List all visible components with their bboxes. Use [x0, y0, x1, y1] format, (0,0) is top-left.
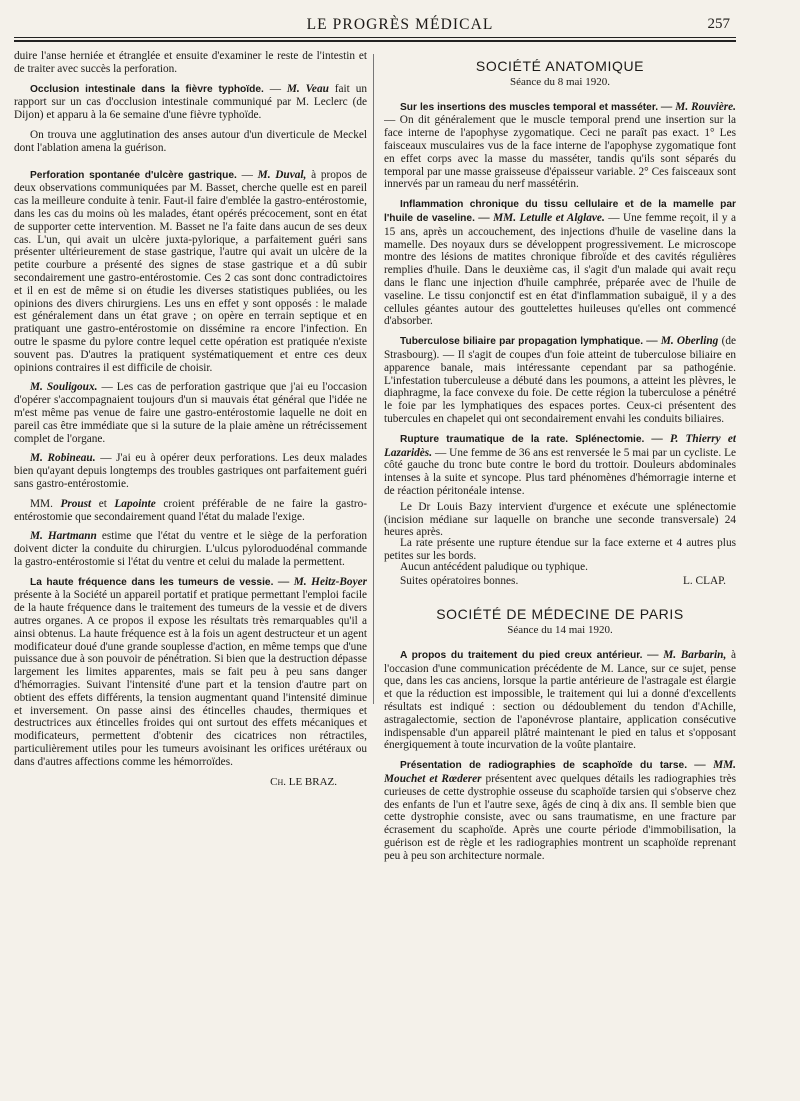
- article-occlusion: Occlusion intestinale dans la fièvre typhoïde. — M. Veau fait un rapport sur un cas d'occlusion intestinale communiqué par M. Leclerc (de Dijon) et apparu à la 6e semaine d'une fièvre typhoïde.: [14, 82, 367, 122]
- author-name: M. Souligoux.: [30, 381, 98, 394]
- left-column: [14, 50, 367, 1090]
- article-insertions: [384, 101, 736, 192]
- article-text: présente à la Société un appareil portatif et pratique permettant l'emploi facile de la haute fréquence dans le traitement des tumeurs de la vessie et de divers autres organes. A ce propos il expose les résultats très remarquables qu'il a ainsi obtenus. La haute fréquence est à la fois un agent destructeur et un agent modificateur doué d'une grande souplesse d'action, en même temps que d'une puissance due à son pouvoir de pénétration. Si bien que la destruction dépasse largement les limites apparentes, mais se fait peu à peu sans danger d'hémorragies. Suivant l'intensité d'une part et la tension d'autre part on obtient des effets différents, la tension augmentant quand l'intensité diminue et inversement. On passe ainsi des étincelles chaudes, thermiques et destructrices aux étincelles froides qui ont surtout des effets mécaniques et modificateurs, permettent d'obtenir des cicatrices non rétractiles, particulièrement utiles pour les tumeurs avoisinant les orifices urétéraux ou dans d'autres affections comme les hémorroïdes.: [14, 589, 367, 768]
- author-name: M. Duval,: [257, 168, 307, 181]
- article-heading: Occlusion intestinale dans la fièvre typhoïde.: [30, 83, 264, 95]
- article-text: — Une femme de 36 ans est renversée le 5 mai par un cycliste. Le côté gauche du tronc bute contre le bord du trottoir. Douleurs abdominales intenses à la suite et syncope. Plus tard phénomènes d'hémorragie interne et de réaction péritonéale intense.: [384, 446, 736, 497]
- section-title: SOCIÉTÉ ANATOMIQUE: [475, 58, 645, 74]
- article-tuberculose: [384, 335, 736, 426]
- author-name: M. Robineau.: [30, 452, 96, 465]
- article-rupture: [384, 433, 736, 498]
- article-radiographies: [384, 759, 736, 862]
- article-text: croient préférable de ne faire la gastro-entérostomie que secondairement quand l'état du malade l'exige.: [14, 497, 367, 523]
- article-heading: Sur les insertions des muscles temporal et masséter.: [400, 101, 659, 113]
- header-rule-thick: [14, 40, 736, 42]
- signature: L. CLAP.: [683, 575, 726, 588]
- article-heading: A propos du traitement du pied creux antérieur.: [400, 649, 643, 661]
- article-heading: Perforation spontanée d'ulcère gastrique.: [30, 169, 237, 181]
- article-text: à l'occasion d'une communication précédente de M. Lance, sur ce sujet, pense que, dans les cas anciens, lorsque la partie antérieure de l'astragale est élargie et que la réduction est impossible, le traitement qui lui a donné d'excellents résultats est indiqué : section ou dédoublement du tendon d'Achille, astragalectomie, section de l'aponévrose plantaire, application consécutive indispensable d'un appareil plâtré maintenant le pied en talus et s'opposant énergiquement à toute incurvation de la voûte plantaire.: [384, 648, 736, 752]
- author-name: — MM. Mouchet et Rœderer: [384, 759, 736, 786]
- article-text: — Les cas de perforation gastrique que j'ai eu l'occasion d'opérer s'accompagnaient toujours d'un si mauvais état général que l'idée ne m'est même pas venue de faire une gastro-entérostomie laquelle ne doit en pareil cas être immédiate que si la suture de la plaie amène un rétrécissement complet de l'organe.: [14, 381, 367, 445]
- author-name: — M. Heitz-Boyer: [277, 575, 367, 588]
- comment-souligoux: [14, 381, 367, 445]
- article-text: La rate présente une rupture étendue sur la face externe et 4 autres plus petites sur les bords.: [384, 537, 736, 562]
- article-text: On trouva une agglutination des anses autour d'un diverticule de Meckel dont l'ablation amena la guérison.: [14, 128, 367, 154]
- article-inflammation: [384, 198, 736, 328]
- seance-date: Séance du 14 mai 1920.: [507, 624, 613, 637]
- continuation-text: duire l'anse herniée et étranglée et ensuite d'examiner le reste de l'intestin et de traiter avec succès la perforation.: [14, 50, 367, 75]
- article-text: Aucun antécédent paludique ou typhique.: [400, 560, 588, 573]
- article-heading: Rupture traumatique de la rate. Splénectomie.: [400, 433, 645, 445]
- article-text: estime que l'état du ventre et le siège de la perforation doivent dicter la conduite du chirurgien. L'ulcus pyloroduodénal commande la gastro-entérostomie si l'état du ventre et celui du malade la permettent.: [14, 530, 367, 568]
- author-name: — M. Barbarin,: [647, 648, 727, 661]
- comment-robineau: [14, 452, 367, 490]
- seance-date: Séance du 8 mai 1920.: [510, 75, 610, 88]
- article-text: fait un rapport sur un cas d'occlusion intestinale communiqué par M. Leclerc (de Dijon) et apparu à la 6e semaine d'une fièvre typhoïde.: [14, 82, 367, 122]
- article-text: Suites opératoires bonnes.: [400, 575, 519, 588]
- article-text: (de Strasbourg). — Il s'agit de coupes d'un foie atteint de tuberculose biliaire en apparence banale, mais intéressante cependant par sa pathogénie. L'infestation tuberculeuse a débuté dans les poumons, a atteint les plèvres, le diaphragme, la face convexe du foie. De cette région la tuberculose a pénétré le foie par les lymphatiques des espaces portes. Ceux-ci présentent des tubercules en chapelet qui ont secondairement envahi les conduits biliaires.: [384, 335, 736, 425]
- article-text: à propos de deux observations communiquées par M. Basset, cherche quelle est en pareil cas la meilleure conduite à tenir. Faut-il faire d'emblée la gastro-entérostomie, dans les cas du moins où les malades, étant opérés précocement, sont en état de supporter cette intervention. M. Basset ne l'a faite dans aucun de ses deux cas. L'un, qui avait un ulcère juxta-pylorique, a parfaitement guéri sans présenter ultérieurement de stase gastrique, l'autre qui avait un ulcère de la petite courbure a présenté des signes de stase gastrique et a dû subir secondairement une gastro-entérostomie. Ces 2 cas sont donc contradictoires et il en est de même si on étudie les diverses statistiques publiées, ou les opinions des divers chirurgiens. Les uns en effet y sont opposés : le malade est généralement dans un état grave ; on opère en terrain septique et en pratiquant une gastro-entérostomie on dissémine ra encore l'infection. En outre le spasme du pylore contre lequel cette opération est pratiquée n'existe souvent pas. D'autres la pratiquent systématiquement et entre ces deux opinions contraires il est difficile de choisir.: [14, 168, 367, 374]
- article-text: — J'ai eu à opérer deux perforations. Les deux malades bien qu'ayant depuis longtemps des troubles gastriques ont parfaitement guéri sans gastro-entérostomie.: [14, 452, 367, 490]
- section-title: SOCIÉTÉ DE MÉDECINE DE PARIS: [436, 606, 684, 623]
- author-name: M. Hartmann: [30, 530, 97, 543]
- comment-proust-lapointe: [14, 498, 367, 524]
- author-name: — P. Thierry et Lazaridès.: [384, 432, 736, 459]
- author-name: M. Veau: [286, 82, 329, 95]
- author-name: Lapointe: [114, 497, 156, 510]
- signature: Ch. LE BRAZ.: [270, 775, 337, 788]
- author-prefix: MM.: [30, 497, 53, 510]
- author-name: Proust: [60, 497, 92, 510]
- author-name: — M. Rouvière.: [661, 100, 736, 113]
- header-rule: [14, 37, 736, 38]
- article-pied-creux: [384, 649, 736, 752]
- page-header: [0, 0, 800, 40]
- article-heading: Présentation de radiographies de scaphoïde du tarse.: [400, 760, 688, 772]
- column-divider: [373, 54, 374, 704]
- journal-title: LE PROGRÈS MÉDICAL: [306, 16, 494, 33]
- conjunction: et: [98, 497, 107, 510]
- article-heading: Tuberculose biliaire par propagation lymphatique.: [400, 336, 644, 348]
- page-number: 257: [707, 16, 730, 32]
- article-perforation: Perforation spontanée d'ulcère gastrique. — M. Duval, à propos de deux observations communiquées par M. Basset, cherche quelle est en pareil cas la meilleure conduite à tenir. Faut-il faire d'emblée la gastro-entérostomie, dans les cas du moins où les malades, étant opérés précocement, sont en état de supporter cette intervention. M. Basset ne l'a faite dans aucun de ses deux cas. L'un, qui avait un ulcère juxta-pylorique, a parfaitement guéri sans présenter ultérieurement de stase gastrique, l'autre qui avait un ulcère de la petite courbure a présenté des signes de stase gastrique et a dû subir secondairement une gastro-entérostomie. Ces 2 cas sont donc contradictoires et il en est de même si on étudie les diverses statistiques publiées, ou les opinions des divers chirurgiens. Les uns en effet y sont opposés : le malade est généralement dans un état grave ; on opère en terrain septique et en pratiquant une gastro-entérostomie on dissémine ra encore l'infection. En outre le spasme du pylore contre lequel cette opération est pratiquée n'existe souvent pas. D'autres la pratiquent systématiquement et entre ces deux opinions contraires il est difficile de choisir.: [14, 168, 367, 374]
- signature-line: [384, 575, 736, 588]
- comment-hartmann: [14, 530, 367, 568]
- article-text: présentent avec quelques détails les radiographies très curieuses de cette dystrophie osseuse du scaphoïde tarsien qui s'observe chez des enfants de l'un et l'autre sexe, âgés de cinq à dix ans. Il semble bien que cette dystrophie consiste, avec ou sans traumatisme, en une fracture par écrasement du scaphoïde. Après une courte période d'immobilisation, la guérison est de règle et les radiographies montrent un scaphoïde reprenant peu à peu son architecture normale.: [384, 773, 736, 862]
- right-column: [384, 50, 736, 1090]
- article-text: Le Dr Louis Bazy intervient d'urgence et exécute une splénectomie (incision médiane sur laquelle on branche une seconde transversale) 24 heures après.: [384, 500, 736, 539]
- article-text: — On dit généralement que le muscle temporal prend une insertion sur la face interne de l'apophyse zygomatique. Ceci ne paraît pas exact. 1° Les faisceaux musculaires vus de la face interne de l'apophyse zygomatique font en effet corps avec la masse du masséter, tandis qu'ils sont séparés du temporal par une masse graisseuse d'épaisseur variable. 2° Ces faisceaux sont innervés par un rameau du nerf massétérin.: [384, 114, 736, 191]
- article-text: — Une femme reçoit, il y a 15 ans, après un accouchement, des injections d'huile de vaseline dans la mamelle. Des noyaux durs se développent progressivement. Le microscope montre des lésions de matites chronique fibroïde et des cavités régulières remplies d'huile. Dans le deuxième cas, il s'agit d'un malade qui avait reçu dans le flanc une injection d'huile camphrée, préparée avec de l'huile de vaseline. Le tissu conjonctif est en état d'inflammation subaiguë, il y a des cellules géantes autour des gouttelettes huileuses qu'elles ont commencé d'absorber.: [384, 211, 736, 328]
- author-name: — M. Oberling: [646, 335, 719, 348]
- author-name: — MM. Letulle et Alglave.: [478, 211, 605, 224]
- article-heading: La haute fréquence dans les tumeurs de vessie.: [30, 576, 274, 588]
- article-heading: Inflammation chronique du tissu cellulaire et de la mamelle par l'huile de vaseline.: [384, 199, 736, 224]
- article-haute-frequence: [14, 576, 367, 769]
